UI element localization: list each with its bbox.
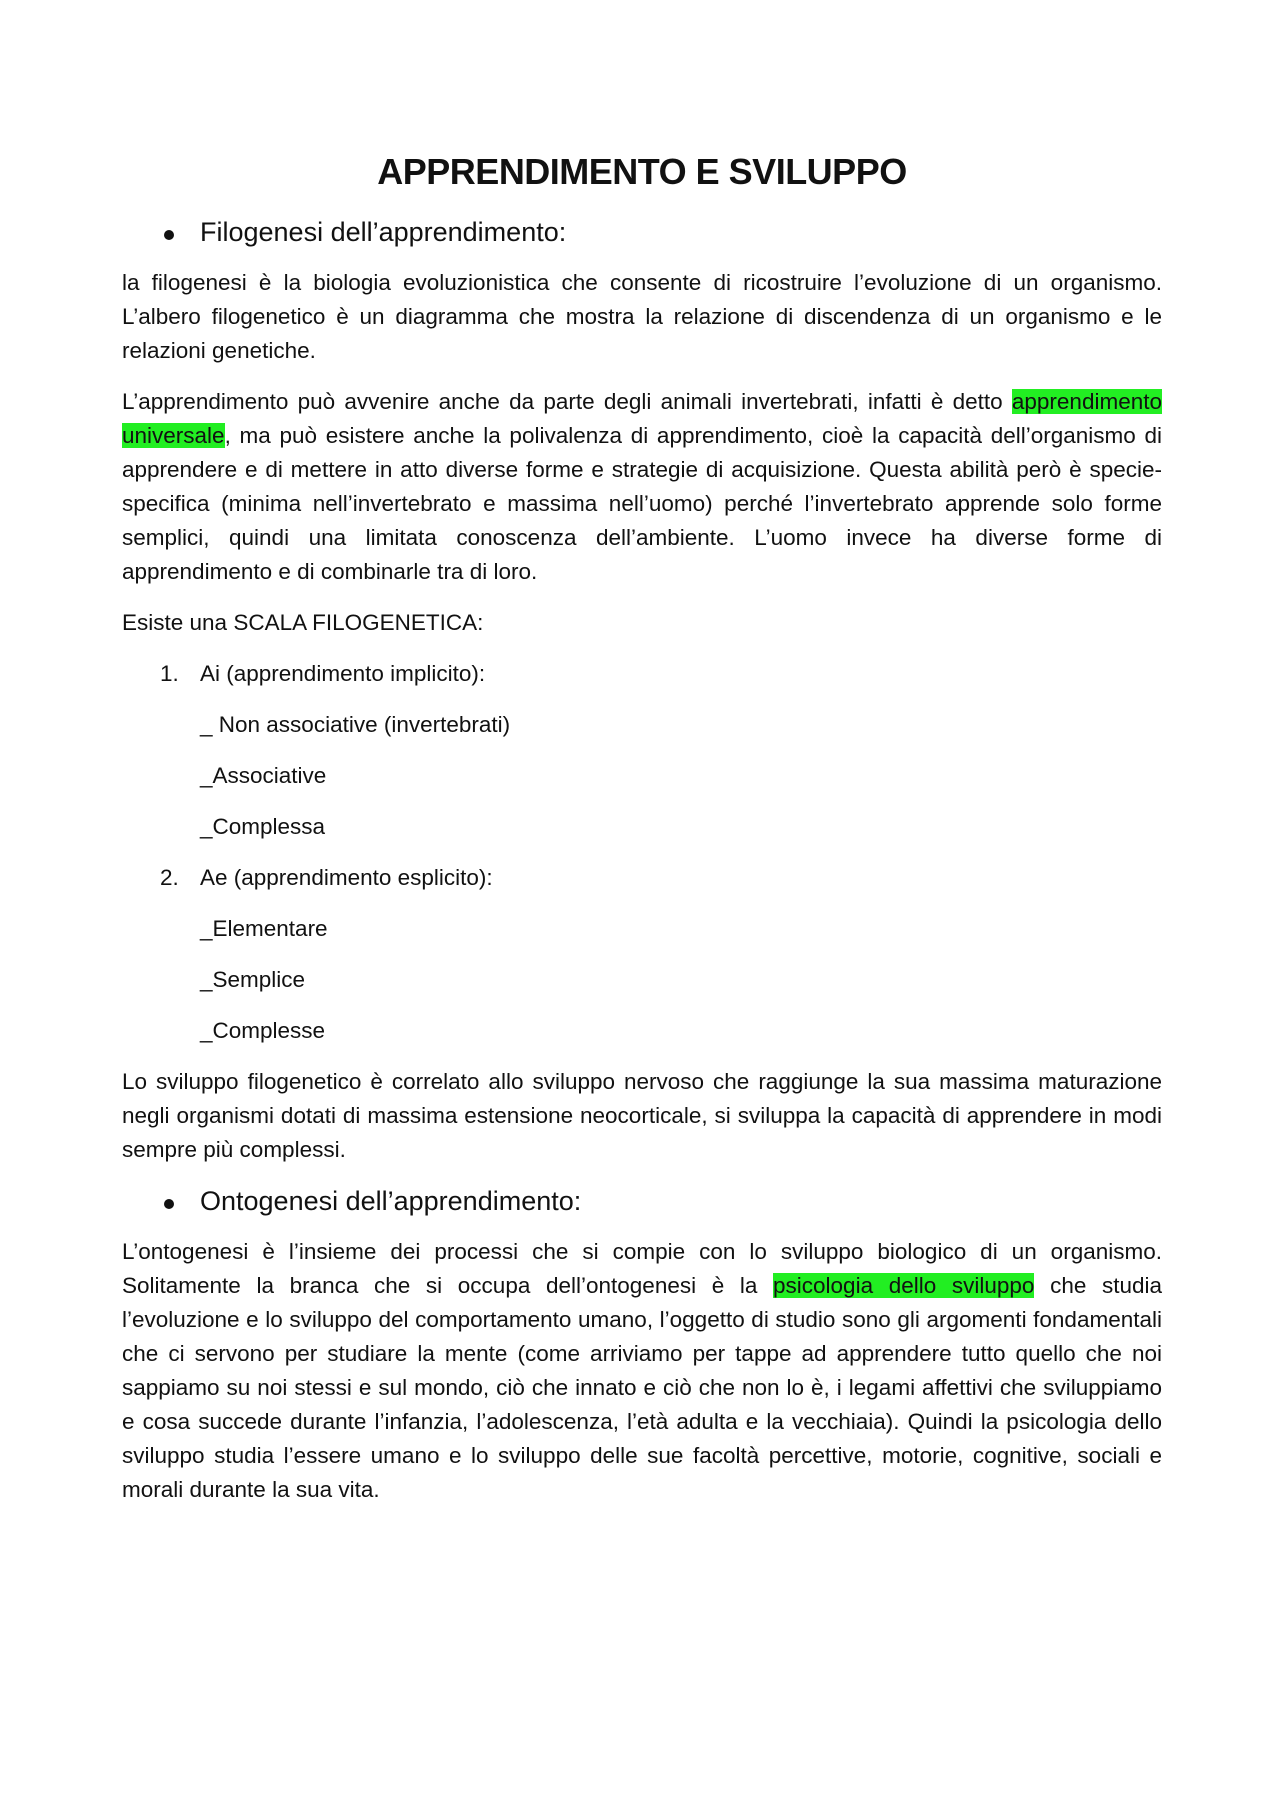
list-item-label: Ae (apprendimento esplicito): [200, 865, 493, 891]
sub-list-item: _Elementare [200, 916, 328, 942]
section-heading-text: Ontogenesi dell’apprendimento: [200, 1186, 582, 1217]
paragraph-text: che studia l’evoluzione e lo sviluppo del comportamento umano, l’oggetto di studio sono gli argomenti fondamentali che ci servono per studiare la mente (come arriviamo per tappe ad apprendere tutto quello che noi sappiamo su noi stessi e sul mondo, ciò che innato e ciò che non lo è, i legami affettivi che sviluppiamo e cosa succede durante l’infanzia, l’adolescenza, l’età adulta e la vecchiaia). Quindi la psicologia dello sviluppo studia l’essere umano e lo sviluppo delle sue facoltà percettive, motorie, cognitive, sociali e morali durante la sua vita. [122, 1273, 1163, 1503]
section-heading-text: Filogenesi dell’apprendimento: [200, 217, 567, 248]
list-number: 1. [160, 661, 179, 687]
bullet-icon [164, 1199, 174, 1209]
sub-list-item: _Complesse [200, 1018, 326, 1044]
paragraph-ontogenesi [122, 1235, 1162, 1507]
section-heading-filogenesi [122, 215, 1162, 250]
list-item [122, 657, 1162, 691]
document-page [122, 150, 1162, 1524]
section-heading-ontogenesi [122, 1184, 1162, 1219]
sub-list-item: _Complessa [200, 814, 326, 840]
list-item [122, 861, 1162, 895]
sub-list-item: _ Non associative (invertebrati) [200, 712, 511, 738]
document-title: APPRENDIMENTO E SVILUPPO [377, 151, 907, 192]
paragraph-text: L’ontogenesi è l’insieme dei processi che si compie con lo sviluppo biologico di un organismo. Solitamente la branca che si occupa dell’ontogenesi è la [122, 1239, 1162, 1299]
sub-list-item: _Associative [200, 763, 327, 789]
paragraph-text: , ma può esistere anche la polivalenza di apprendimento, cioè la capacità dell’organismo di apprendere e di mettere in atto diverse forme e strategie di acquisizione. Questa abilità però è specie-specifica (minima nell’invertebrato e massima nell’uomo) perché l’invertebrato apprende solo forme semplici, quindi una limitata conoscenza dell’ambiente. L’uomo invece ha diverse forme di apprendimento e di combinarle tra di loro. [122, 423, 1162, 585]
paragraph-apprendimento [122, 385, 1162, 589]
paragraph-scala-intro: Esiste una SCALA FILOGENETICA: [122, 610, 484, 636]
paragraph-filogenesi-definition: la filogenesi è la biologia evoluzionistica che consente di ricostruire l’evoluzione di un organismo. L’albero filogenetico è un diagramma che mostra la relazione di discendenza di un organismo e le relazioni genetiche. [122, 270, 1162, 364]
bullet-icon [164, 230, 174, 240]
sub-list-item: _Semplice [200, 967, 306, 993]
paragraph-text: L’apprendimento può avvenire anche da parte degli animali invertebrati, infatti è detto [122, 389, 1012, 415]
list-item-label: Ai (apprendimento implicito): [200, 661, 486, 687]
paragraph-sviluppo-filogenetico: Lo sviluppo filogenetico è correlato allo sviluppo nervoso che raggiunge la sua massima maturazione negli organismi dotati di massima estensione neocorticale, si sviluppa la capacità di apprendere in modi sempre più complessi. [122, 1069, 1162, 1163]
highlighted-text: apprendimento universale [122, 389, 1162, 449]
highlighted-text: psicologia dello sviluppo [773, 1273, 1035, 1299]
list-number: 2. [160, 865, 179, 891]
